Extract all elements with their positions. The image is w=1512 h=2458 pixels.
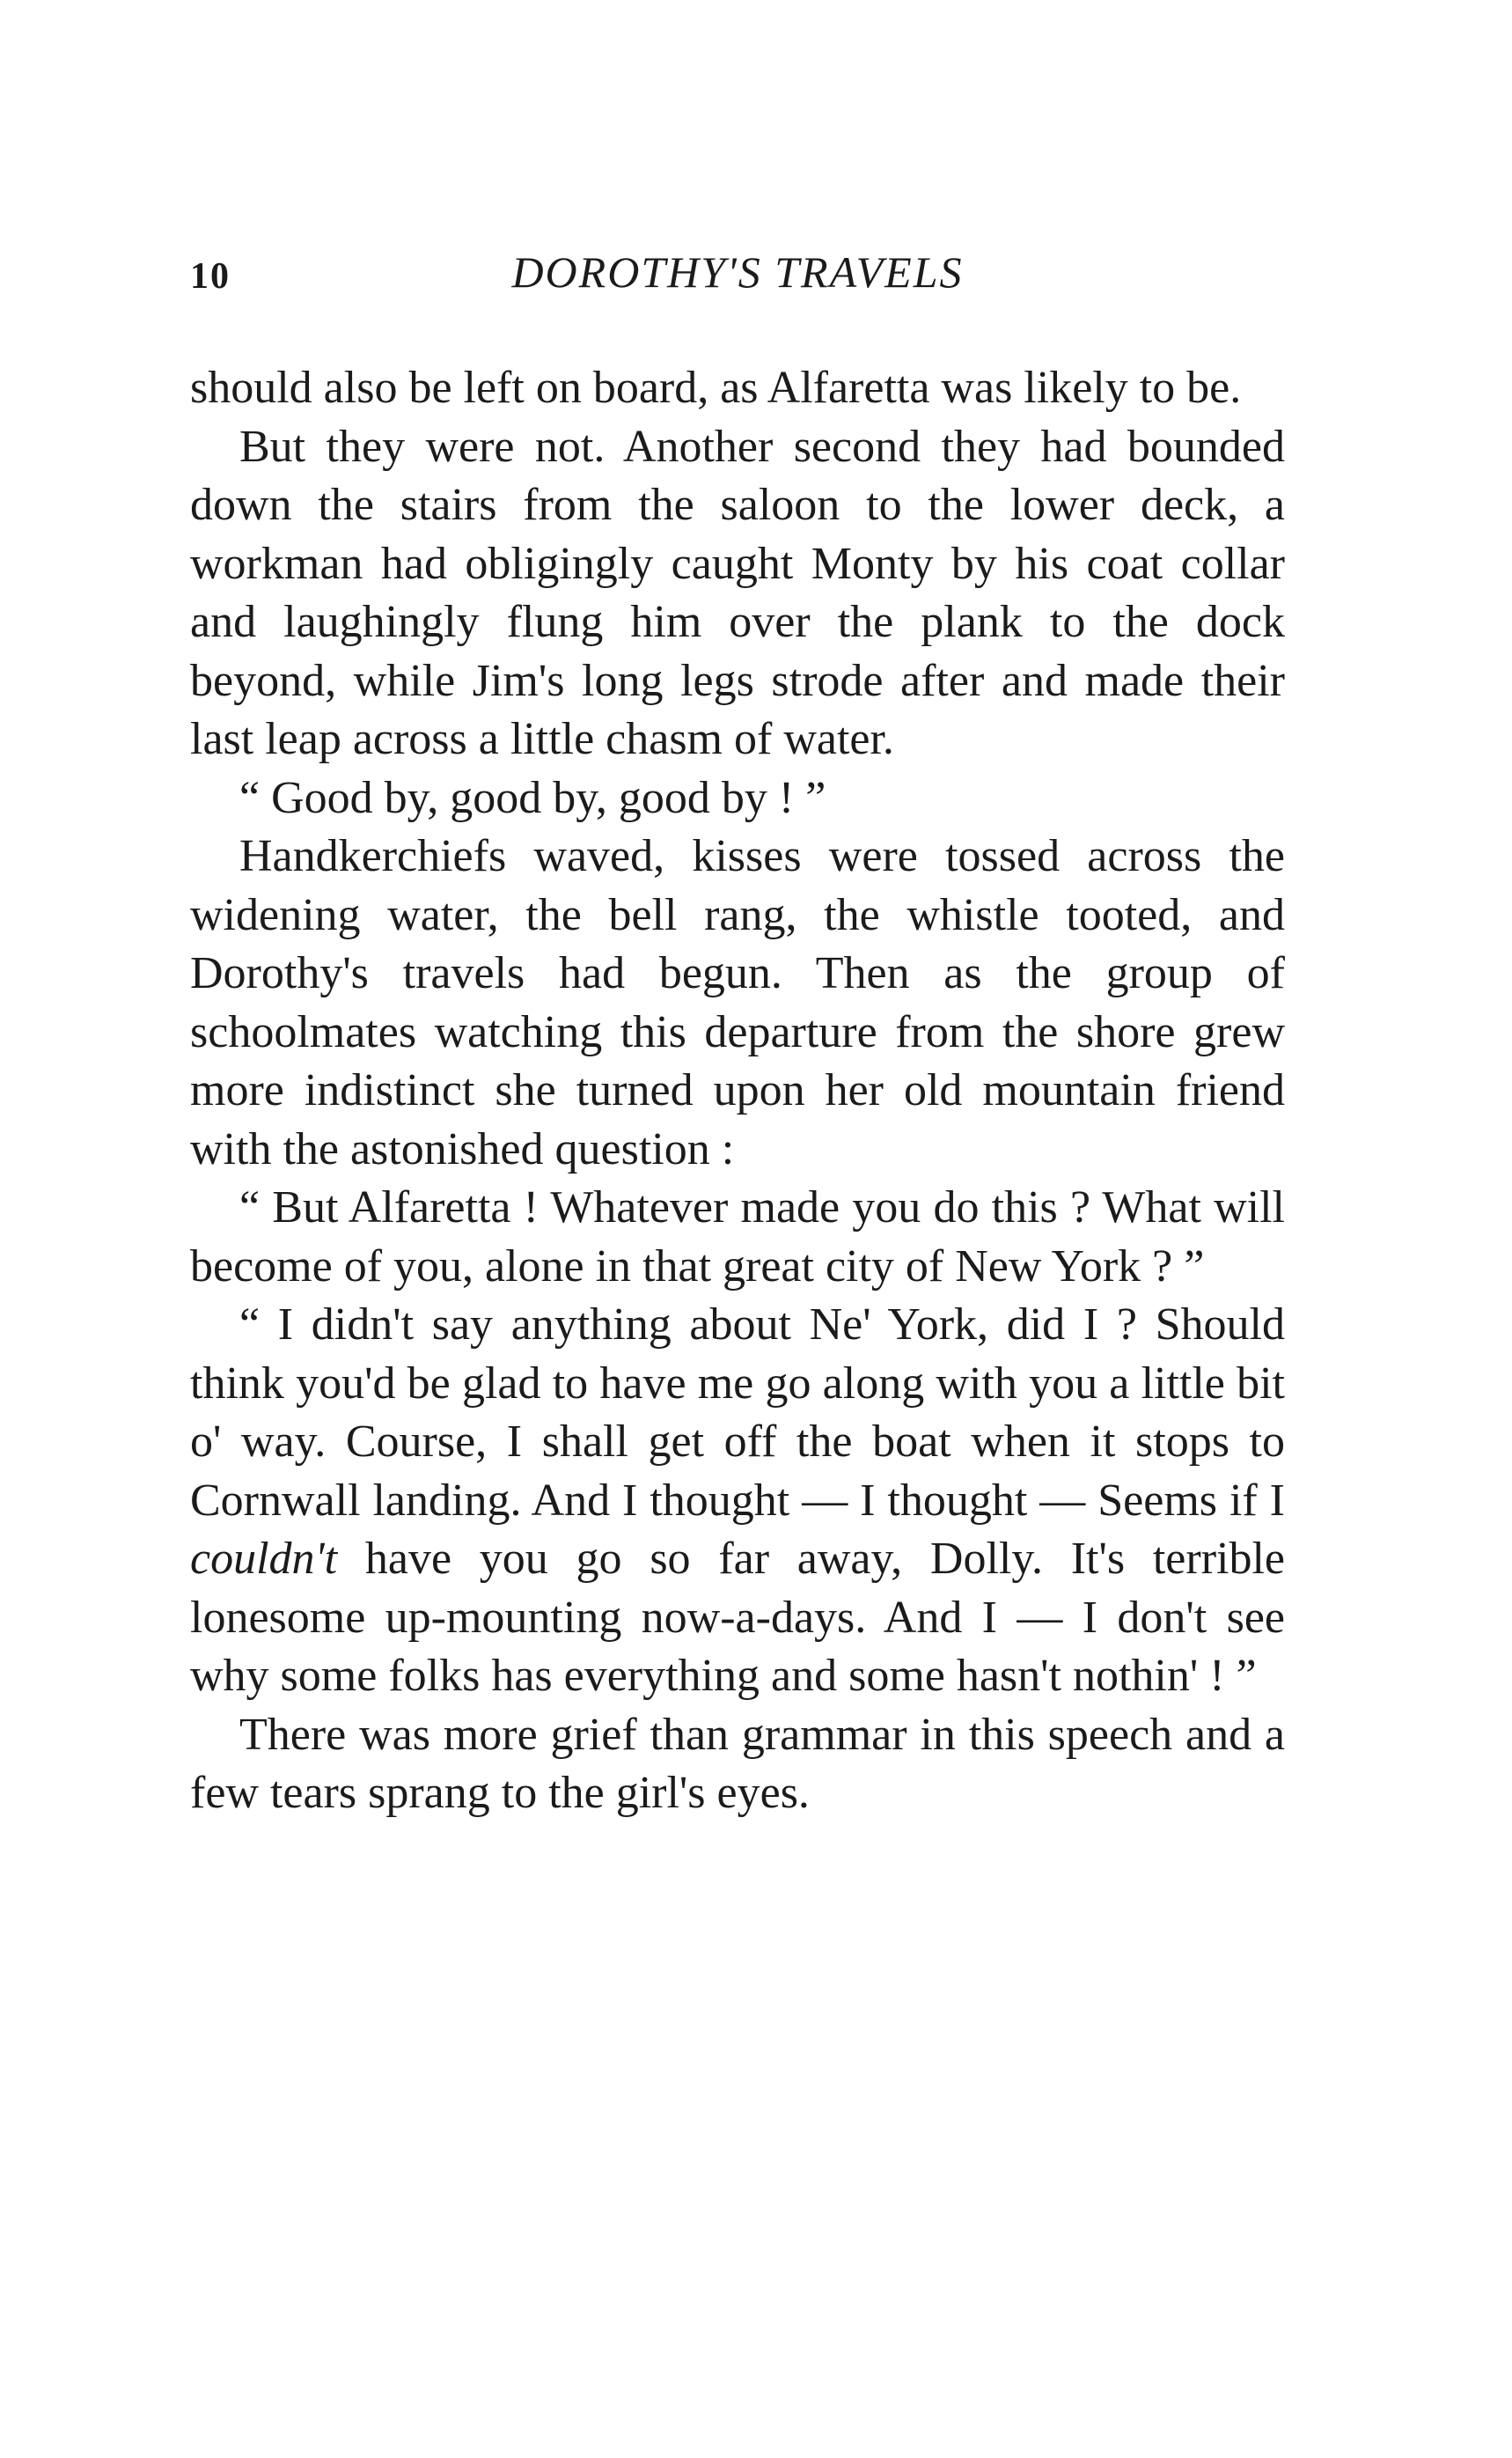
speech-part-2: have you go so far away, Dolly. It's terrible lonesome up-mounting now-a-days. And I — I don't see why some folks has everything and some hasn't nothin' ! ” [190,1534,1285,1701]
paragraph-escape: But they were not. Another second they had bounded down the stairs from the saloon to the lower deck, a workman had obligingly caught Monty by his coat collar and laughingly flung him over the plank to the dock beyond, while Jim's long legs strode after and made their last leap across a little chasm of water. [190,421,1285,764]
speech-emphasis: couldn't [190,1534,338,1584]
body-text [190,359,1285,1823]
page-number: 10 [190,256,231,297]
paragraph-question: “ But Alfaretta ! Whatever made you do this ? What will become of you, alone in that great city of New York ? ” [190,1182,1285,1292]
paragraph-closing: There was more grief than grammar in this speech and a few tears sprang to the girl's eyes. [190,1709,1285,1818]
running-head [190,247,1285,317]
book-page [190,247,1285,1823]
running-title: DOROTHY'S TRAVELS [511,247,964,297]
paragraph-alfaretta-speech [190,1296,1285,1706]
paragraph-goodby: “ Good by, good by, good by ! ” [239,772,826,823]
speech-part-1: “ I didn't say anything about Ne' York, did I ? Should think you'd be glad to have me go along with you a little bit o' way. Course, I shall get off the boat when it stops to Cornwall landing. And I thought — I thought — Seems if I [190,1299,1285,1526]
paragraph-departure: Handkerchiefs waved, kisses were tossed across the widening water, the bell rang, the whistle tooted, and Dorothy's travels had begun. Then as the group of schoolmates watching this departure from the shore grew more indistinct she turned upon her old mountain friend with the astonished question : [190,831,1285,1174]
paragraph-continued: should also be left on board, as Alfaretta was likely to be. [190,363,1242,413]
